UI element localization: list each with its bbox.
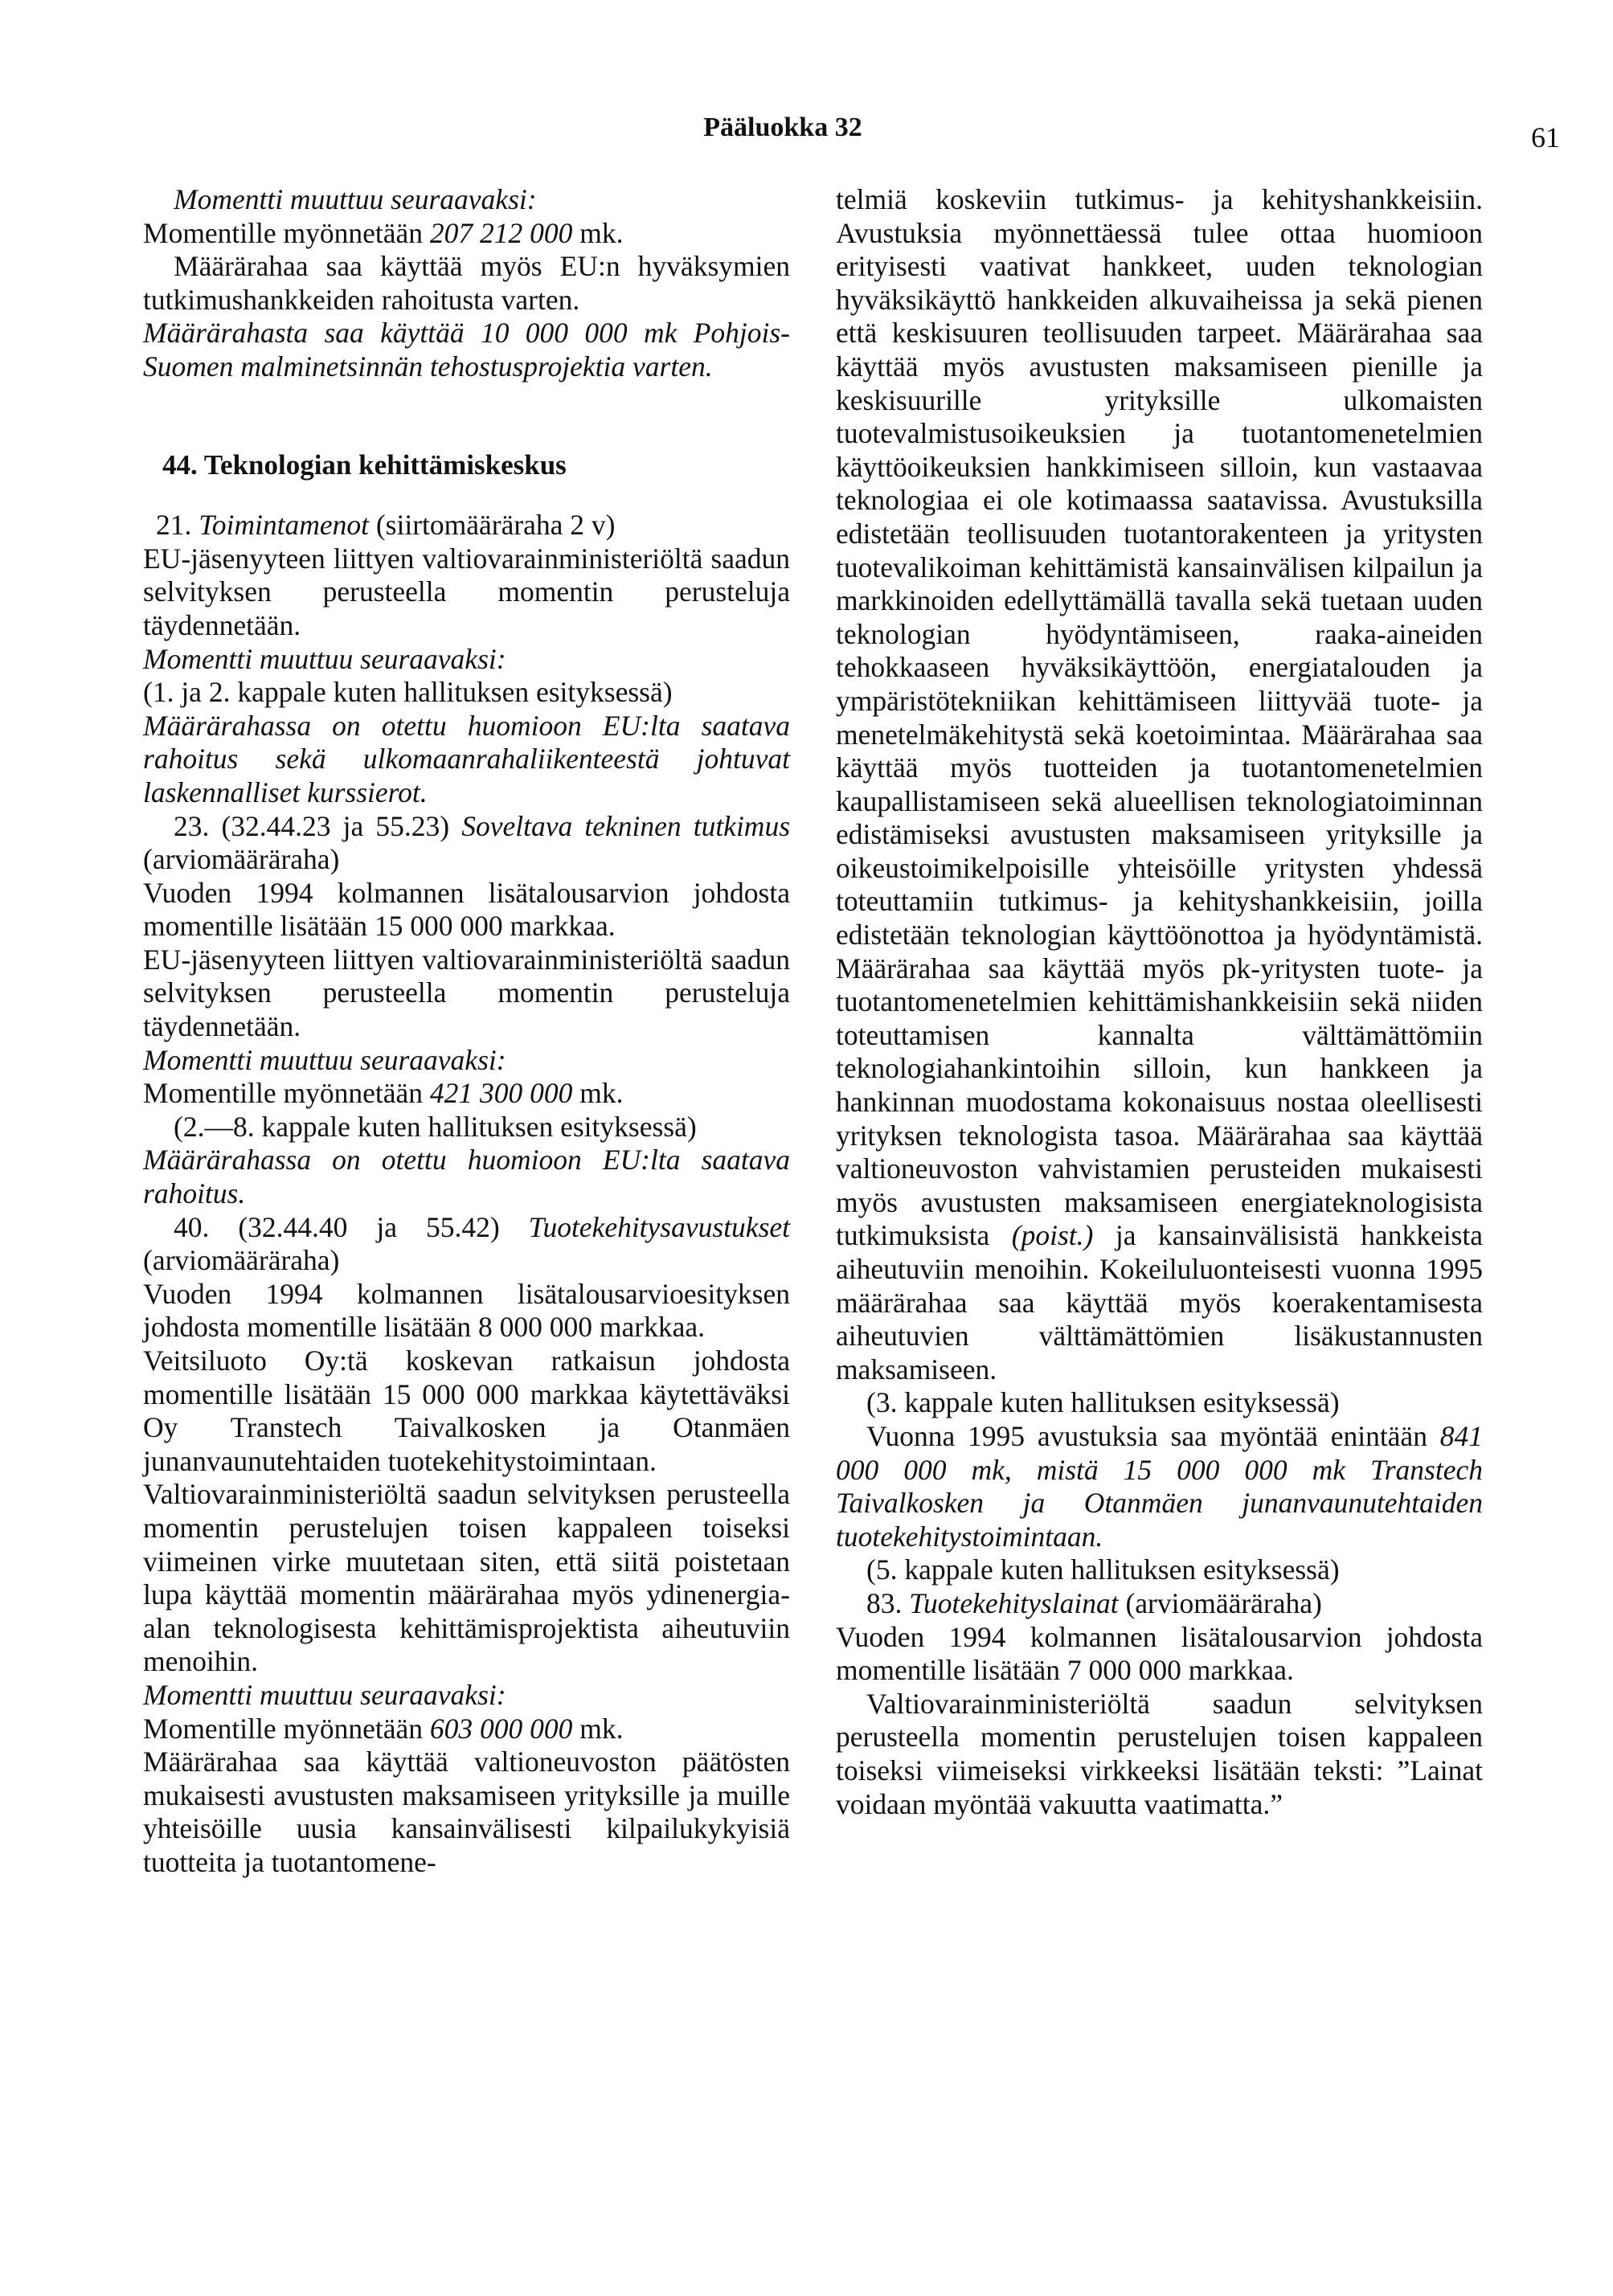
paragraph: Vuoden 1994 kolmannen lisätalousarvion johdosta momentille lisätään 15 000 000 markkaa.: [143, 876, 790, 943]
text: Momentille myönnetään: [143, 1712, 430, 1745]
text: 21.: [156, 509, 199, 542]
paragraph: Määrärahaa saa käyttää valtioneuvoston päätösten mukaisesti avustusten maksamiseen yrityksille ja muille yhteisöille uusia kansainvälisesti kilpailukykyisiä tuotteita ja tuotantomene-: [143, 1746, 790, 1878]
paragraph: Vuoden 1994 kolmannen lisätalousarvion johdosta momentille lisätään 7 000 000 markkaa.: [836, 1620, 1483, 1687]
text: 841 000 000 mk, mistä 15 000 000 mk Transtech Taivalkosken ja Otanmäen junanvaunutehtaiden tuotekehitystoimintaan.: [836, 1419, 1483, 1553]
paragraph: EU-jäsenyyteen liittyen valtiovarainministeriöltä saadun selvityksen perusteella momentin perusteluja täydennetään.: [143, 542, 790, 641]
text: 23. (32.44.23 ja 55.23): [174, 809, 462, 842]
page-title: Pääluokka 32: [703, 113, 862, 142]
paragraph: [143, 1713, 790, 1746]
paragraph: (3. kappale kuten hallituksen esityksessä): [866, 1386, 1340, 1419]
page-header: [0, 113, 1613, 161]
item-title: Tuotekehityslainat: [909, 1586, 1119, 1619]
paragraph: Momentti muuttuu seuraavaksi:: [143, 642, 506, 675]
left-column: [143, 183, 790, 1880]
paragraph: Veitsiluoto Oy:tä koskevan ratkaisun johdosta momentille lisätään 15 000 000 markkaa käytettäväksi Oy Transtech Taivalkosken ja Otanmäen junanvaunutehtaiden tuotekehitystoimintaan.: [143, 1344, 790, 1477]
paragraph: (1. ja 2. kappale kuten hallituksen esityksessä): [143, 676, 673, 709]
amount: 421 300 000: [429, 1077, 573, 1110]
text: mk.: [572, 216, 624, 249]
text: Momentille myönnetään: [143, 1077, 430, 1110]
paragraph: [143, 509, 790, 542]
paragraph: Valtiovarainministeriöltä saadun selvityksen perusteella momentin perustelujen toisen kappaleen toiseksi viimeiseksi virkkeeksi lisätään teksti: ”Lainat voidaan myöntää vakuutta vaatimatta.”: [836, 1687, 1483, 1820]
paragraph: [836, 1587, 1483, 1621]
text: (arviomääräraha): [1118, 1586, 1322, 1619]
paragraph: [143, 1211, 790, 1278]
item-title: Tuotekehitysavustukset: [528, 1210, 790, 1243]
paragraph: [836, 1420, 1483, 1553]
paragraph: Momentti muuttuu seuraavaksi:: [143, 1043, 506, 1076]
text: (arviomääräraha): [143, 843, 340, 876]
paragraph: [836, 183, 1483, 1386]
right-column: [836, 183, 1483, 1821]
section-heading: 44. Teknologian kehittämiskeskus: [162, 448, 567, 481]
text: mk.: [572, 1077, 624, 1110]
paragraph: Määrärahassa on otettu huomioon EU:lta saatava rahoitus sekä ulkomaanrahaliikenteestä johtuvat laskennalliset kurssierot.: [143, 709, 790, 808]
paragraph: Momentti muuttuu seuraavaksi:: [174, 183, 537, 215]
page-number: 61: [1531, 121, 1560, 153]
text: Momentille myönnetään: [143, 216, 430, 249]
paragraph: Valtiovarainministeriöltä saadun selvityksen perusteella momentin perustelujen toisen kappaleen toiseksi viimeinen virke muutetaan siten, että siitä poistetaan lupa käyttää momentin määrärahaa myös ydinenergia-alan teknologisesta kehittämisprojektista aiheutuviin menoihin.: [143, 1478, 790, 1678]
paragraph: [143, 217, 790, 251]
item-title: Soveltava tekninen tutkimus: [461, 809, 791, 842]
text: (poist.): [1011, 1219, 1094, 1252]
item-title: Toimintamenot: [199, 509, 369, 542]
text: ja kansainvälisistä hankkeista aiheutuviin menoihin. Kokeiluluonteisesti vuonna 1995 määrärahaa saa käyttää myös koerakentamisesta aiheutuvien välttämättömien lisäkustannusten maksamiseen.: [836, 1219, 1483, 1385]
text: Vuonna 1995 avustuksia saa myöntää enintään: [866, 1419, 1440, 1452]
amount: 207 212 000: [429, 216, 573, 249]
paragraph: [143, 810, 790, 877]
paragraph: Vuoden 1994 kolmannen lisätalousarvioesityksen johdosta momentille lisätään 8 000 000 markkaa.: [143, 1277, 790, 1344]
paragraph: Määrärahassa on otettu huomioon EU:lta saatava rahoitus.: [143, 1144, 790, 1210]
text: telmiä koskeviin tutkimus- ja kehityshankkeisiin. Avustuksia myönnettäessä tulee ottaa huomioon erityisesti vaativat hankkeet, uuden teknologian hyväksikäyttö hankkeiden alkuvaiheissa ja sekä pienen että keskisuuren teollisuuden tarpeet. Määrärahaa saa käyttää myös avustusten maksamiseen pienille ja keskisuurille yrityksille ulkomaisten tuotevalmistusoikeuksien ja tuotantomenetelmien käyttöoikeuksien hankkimiseen silloin, kun vastaavaa teknologiaa ei ole kotimaassa saatavissa. Avustuksilla edistetään teollisuuden tuotantorakenteen ja yritysten tuotevalikoiman kehittämistä kansainvälisen kilpailun ja markkinoiden edellyttämällä tavalla sekä tuetaan uuden teknologian hyödyntämiseen, raaka-aineiden tehokkaaseen hyväksikäyttöön, energiatalouden ja ympäristötekniikan kehittämiseen liittyvää tuote- ja menetelmäkehitystä sekä koetoimintaa. Määrärahaa saa käyttää myös tuotteiden ja tuotantomenetelmien kaupallistamiseen sekä alueellisen teknologiatoiminnan edistämiseksi avustusten maksamiseen yrityksille ja oikeustoimikelpoisille yhteisöille yritysten yhdessä toteuttamiin tutkimus- ja kehityshankkeisiin, joilla edistetään teknologian käyttöönottoa ja hyödyntämistä. Määrärahaa saa käyttää myös pk-yritysten tuote- ja tuotantomenetelmien kehittämishankkeisiin sekä niiden toteuttamisen kannalta välttämättömiin teknologiahankintoihin silloin, kun hankkeen ja hankinnan muodostama kokonaisuus nostaa oleellisesti yrityksen teknologista tasoa. Määrärahaa saa käyttää valtioneuvoston vahvistamien perusteiden mukaisesti myös avustusten maksamiseen energiateknologisista tutkimuksista: [836, 183, 1483, 1252]
text: mk.: [572, 1712, 624, 1745]
paragraph: Määrärahasta saa käyttää 10 000 000 mk Pohjois-Suomen malminetsinnän tehostusprojektia varten.: [143, 317, 790, 383]
text: (siirtomääräraha 2 v): [368, 509, 616, 542]
amount: 603 000 000: [429, 1712, 573, 1745]
paragraph: (5. kappale kuten hallituksen esityksessä): [866, 1553, 1340, 1586]
paragraph: (2.—8. kappale kuten hallituksen esityksessä): [174, 1110, 697, 1143]
text: (arviomääräraha): [143, 1244, 340, 1277]
text: 40. (32.44.40 ja 55.42): [174, 1210, 529, 1243]
paragraph: Määrärahaa saa käyttää myös EU:n hyväksymien tutkimushankkeiden rahoitusta varten.: [143, 250, 790, 316]
paragraph: EU-jäsenyyteen liittyen valtiovarainministeriöltä saadun selvityksen perusteella momentin perusteluja täydennetään.: [143, 943, 790, 1043]
text: 83.: [866, 1586, 910, 1619]
paragraph: Momentti muuttuu seuraavaksi:: [143, 1678, 506, 1711]
paragraph: [143, 1077, 790, 1111]
